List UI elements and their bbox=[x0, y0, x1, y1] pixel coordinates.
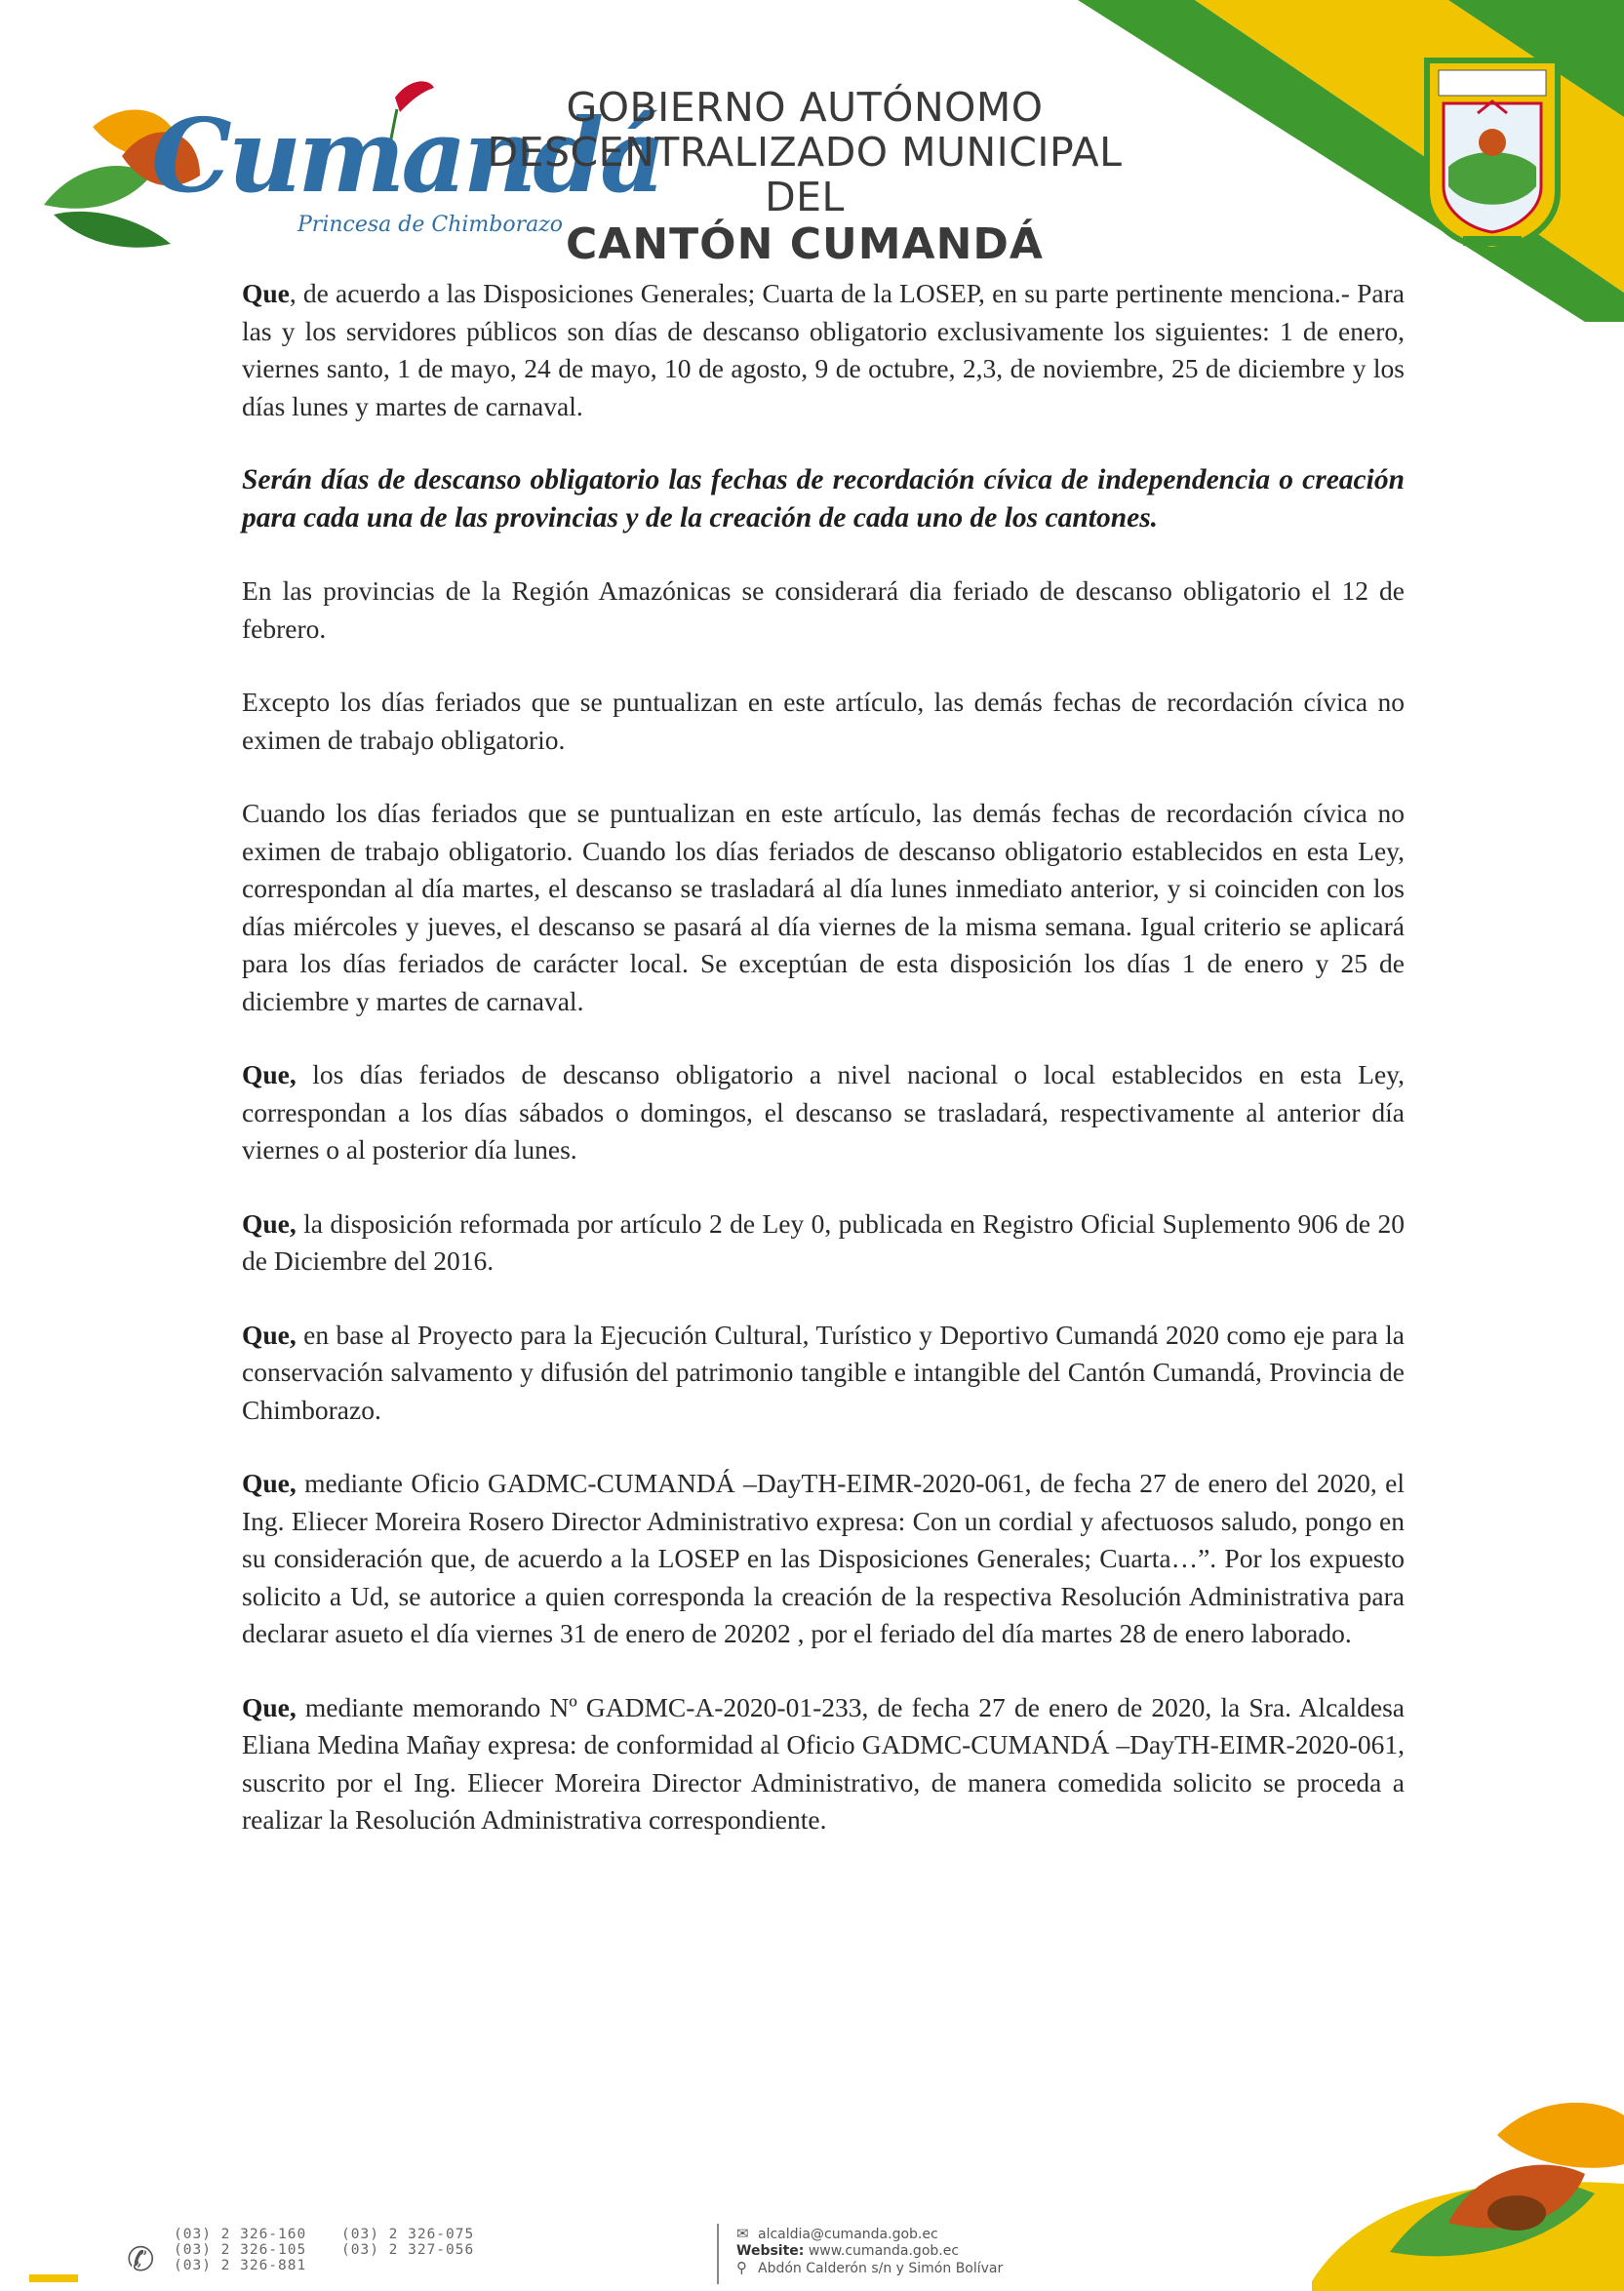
phone-number: (03) 2 326-075 bbox=[341, 2227, 475, 2242]
paragraph-2-emphasis: Serán días de descanso obligatorio las fechas de recordación cívica de independencia o creación para cada una de las provincias y de la creación de cada uno de los cantones. bbox=[242, 464, 1405, 533]
phone-icon: ✆ bbox=[127, 2240, 155, 2279]
title-line-2: DESCENTRALIZADO MUNICIPAL DEL bbox=[487, 128, 1123, 220]
paragraph-6: Que, los días feriados de descanso obligatorio a nivel nacional o local establecidos en esta Ley, correspondan a los días sábados o domingos, el descanso se trasladará, respectivamente al anterior día viernes o al posterior día lunes. bbox=[242, 1059, 1405, 1165]
website-row bbox=[736, 2243, 1003, 2260]
footer-decoration-icon bbox=[1273, 2057, 1624, 2291]
email-row bbox=[736, 2226, 1003, 2243]
phone-list-1 bbox=[174, 2227, 306, 2273]
title-line-3: CANTÓN CUMANDÁ bbox=[566, 218, 1044, 269]
footer-contact bbox=[736, 2226, 1003, 2277]
phone-number: (03) 2 326-160 bbox=[174, 2227, 307, 2242]
paragraph-9: Que, mediante Oficio GADMC-CUMANDÁ –DayTH-EIMR-2020-061, de fecha 27 de enero del 2020, el Ing. Eliecer Moreira Rosero Director Administrativo expresa: Con un cordial y afectuosos saludo, pongo en su consideración que, de acuerdo a la LOSEP en las Disposiciones Generales; Cuarta…”. Por los expuesto solicito a Ud, se autorice a quien corresponda la creación de la respectiva Resolución Administrativa para declarar asueto el día viernes 31 de enero de 20202 , por el feriado del día martes 28 de enero laborado. bbox=[242, 1468, 1405, 1648]
paragraph-1: Que, de acuerdo a las Disposiciones Generales; Cuarta de la LOSEP, en su parte pertinente menciona.- Para las y los servidores públicos son días de descanso obligatorio exclusivamente los siguientes: 1 de enero, viernes santo, 1 de mayo, 24 de mayo, 10 de agosto, 9 de octubre, 2,3, de noviembre, 25 de diciembre y los días lunes y martes de carnaval. bbox=[242, 278, 1405, 421]
footer-divider bbox=[717, 2224, 719, 2284]
footer-phones bbox=[117, 2227, 527, 2285]
paragraph-5: Cuando los días feriados que se puntualizan en este artículo, las demás fechas de recordación cívica no eximen de trabajo obligatorio. Cuando los días feriados de descanso obligatorio establecidos en esta Ley, correspondan al día martes, el descanso se trasladará al día lunes inmediato anterior, y si coinciden con los días miércoles y jueves, el descanso se pasará al día viernes de la misma semana. Igual criterio se aplicará para los días feriados de carácter local. Se exceptúan de esta disposición los días 1 de enero y 25 de diciembre y martes de carnaval. bbox=[242, 798, 1405, 1016]
document-body bbox=[242, 275, 1405, 1876]
mail-icon: ✉ bbox=[736, 2225, 749, 2242]
paragraph-4: Excepto los días feriados que se puntualizan en este artículo, las demás fechas de recordación cívica no eximen de trabajo obligatorio. bbox=[242, 687, 1405, 755]
logo-tagline: Princesa de Chimborazo bbox=[297, 213, 564, 237]
footer-accent-bar bbox=[29, 2274, 78, 2282]
email-text: alcaldia@cumanda.gob.ec bbox=[758, 2227, 938, 2242]
paragraph-3: En las provincias de la Región Amazónicas se considerará dia feriado de descanso obligatorio el 12 de febrero. bbox=[242, 575, 1405, 644]
website-label: Website: bbox=[736, 2243, 805, 2259]
paragraph-7: Que, la disposición reformada por artículo 2 de Ley 0, publicada en Registro Oficial Suplemento 906 de 20 de Diciembre del 2016. bbox=[242, 1207, 1405, 1276]
coat-of-arms-icon bbox=[1419, 55, 1565, 255]
phone-list-2 bbox=[341, 2227, 474, 2258]
phone-number: (03) 2 327-056 bbox=[341, 2242, 475, 2258]
phone-number: (03) 2 326-105 bbox=[174, 2242, 307, 2258]
paragraph-8: Que, en base al Proyecto para la Ejecución Cultural, Turístico y Deportivo Cumandá 2020 como eje para la conservación salvamento y difusión del patrimonio tangible e intangible del Cantón Cumandá, Provincia de Chimborazo. bbox=[242, 1319, 1405, 1425]
title-line-1: GOBIERNO AUTÓNOMO bbox=[566, 84, 1044, 131]
location-pin-icon: ⚲ bbox=[736, 2259, 747, 2276]
institution-title bbox=[458, 86, 1151, 268]
website-text: www.cumanda.gob.ec bbox=[808, 2243, 960, 2259]
address-row bbox=[736, 2260, 1003, 2277]
logo-wordmark: Cumandá bbox=[151, 96, 662, 216]
phone-number: (03) 2 326-881 bbox=[174, 2258, 307, 2273]
address-text: Abdón Calderón s/n y Simón Bolívar bbox=[758, 2261, 1004, 2276]
paragraph-10: Que, mediante memorando Nº GADMC-A-2020-01-233, de fecha 27 de enero de 2020, la Sra. Alcaldesa Eliana Medina Mañay expresa: de conformidad al Oficio GADMC-CUMANDÁ –DayTH-EIMR-2020-061, suscrito por el Ing. Eliecer Moreira Director Administrativo, de manera comedida solicito se proceda a realizar la Resolución Administrativa correspondiente. bbox=[242, 1691, 1405, 1835]
